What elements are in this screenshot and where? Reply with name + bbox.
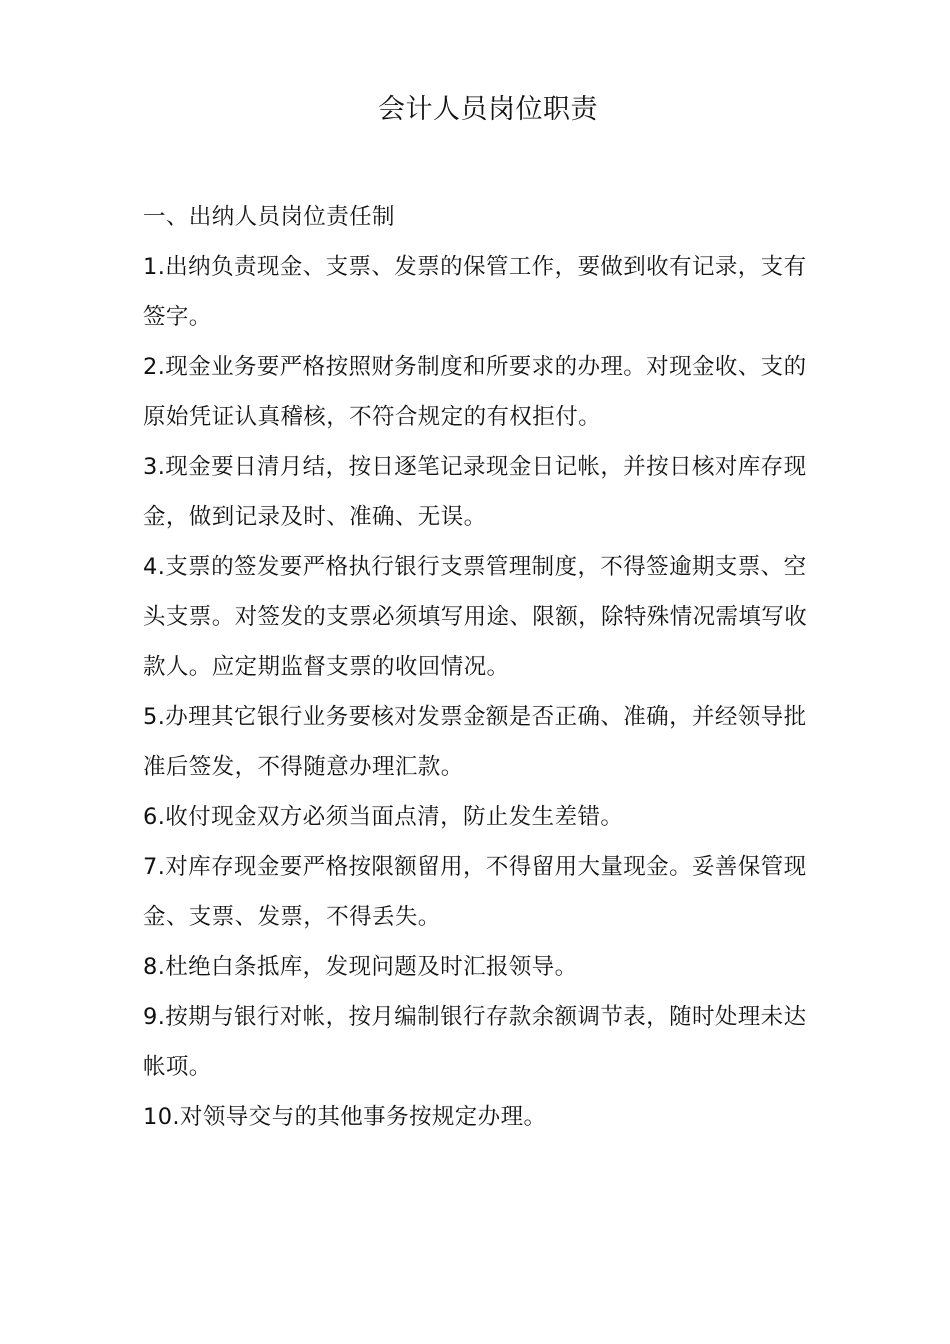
duty-item-4: 4.支票的签发要严格执行银行支票管理制度，不得签逾期支票、空头支票。对签发的支票必须填写用途、限额，除特殊情况需填写收款人。应定期监督支票的收回情况。 bbox=[143, 554, 808, 680]
duty-item-8: 8.杜绝白条抵库，发现问题及时汇报领导。 bbox=[143, 954, 578, 980]
duty-item-6: 6.收付现金双方必须当面点清，防止发生差错。 bbox=[143, 804, 624, 830]
duty-item-9: 9.按期与银行对帐，按月编制银行存款余额调节表，随时处理未达帐项。 bbox=[143, 1004, 807, 1080]
duty-item-10: 10.对领导交与的其他事务按规定办理。 bbox=[143, 1104, 547, 1130]
section-heading: 一、出纳人员岗位责任制 bbox=[143, 204, 395, 230]
duty-item-2: 2.现金业务要严格按照财务制度和所要求的办理。对现金收、支的原始凭证认真稽核，不符合规定的有权拒付。 bbox=[143, 354, 807, 430]
duty-item-3: 3.现金要日清月结，按日逐笔记录现金日记帐，并按日核对库存现金，做到记录及时、准确、无误。 bbox=[143, 454, 807, 530]
document-title: 会计人员岗位职责 bbox=[378, 94, 598, 125]
duty-item-5: 5.办理其它银行业务要核对发票金额是否正确、准确，并经领导批准后签发，不得随意办理汇款。 bbox=[143, 704, 807, 780]
duty-item-1: 1.出纳负责现金、支票、发票的保管工作，要做到收有记录，支有签字。 bbox=[143, 254, 807, 330]
duty-item-7: 7.对库存现金要严格按限额留用，不得留用大量现金。妥善保管现金、支票、发票，不得丢失。 bbox=[143, 854, 807, 930]
document-body bbox=[143, 192, 823, 1142]
